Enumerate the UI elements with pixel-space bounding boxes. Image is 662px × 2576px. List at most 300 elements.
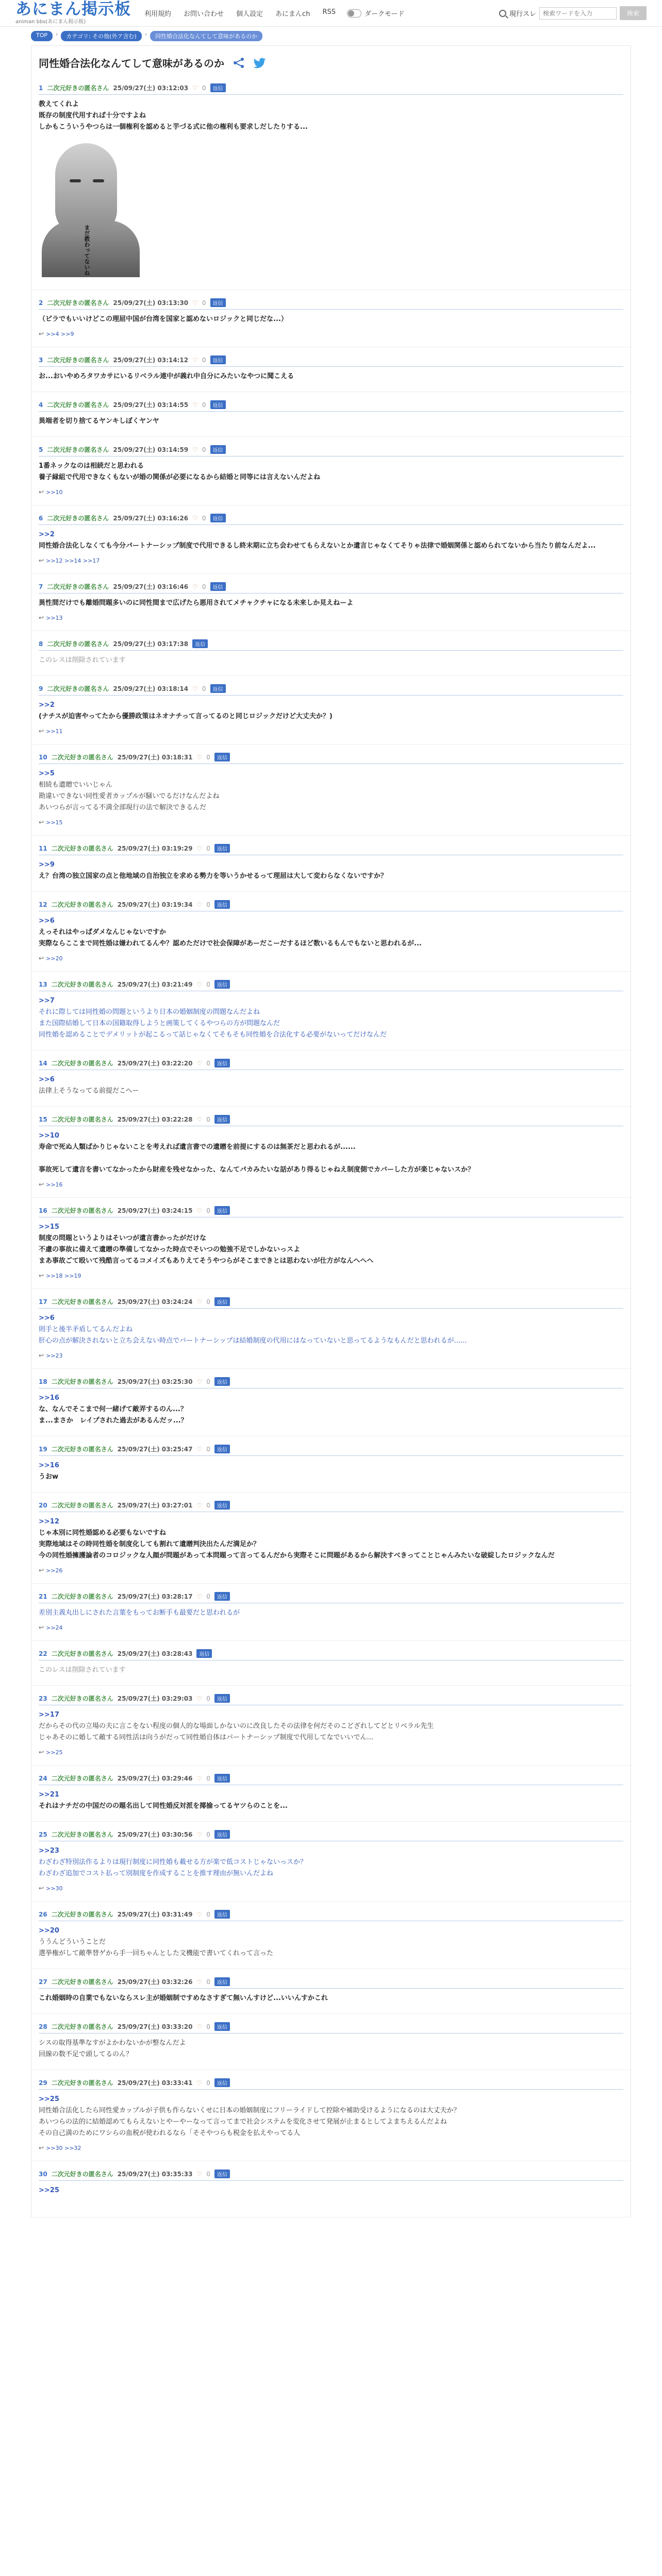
post-line: 同性婚合法化したら同性愛カップルが子供も作らないくせに日本の婚姻制度にフリーライドして控除や補助受けるようになるのは大丈夫か？ — [39, 2107, 460, 2114]
breadcrumb-separator: › — [56, 31, 58, 38]
reply-anchor-link[interactable]: >>10 — [39, 1132, 59, 1140]
reply-icon: ↩ — [39, 1567, 44, 1574]
post-number[interactable]: 8 — [39, 640, 43, 648]
post-line: 肝心の点が解決されないと立ち会えない時点でパートナーシップは結婚制度の代用にはなっていないと思ってるようなもんだと思われるが...... — [39, 1337, 467, 1345]
heart-count: 0 — [202, 401, 206, 409]
post-number[interactable]: 1 — [39, 84, 43, 92]
reply-button[interactable]: 返信 — [210, 83, 226, 92]
post-header — [39, 445, 623, 456]
post-number[interactable]: 30 — [39, 2170, 47, 2178]
post-line: 選挙権がして敵準替ゲから手一回ちゃんとした文機能で書いてくれって言った — [39, 1950, 274, 1957]
reply-icon: ↩ — [39, 727, 44, 735]
post-line — [39, 2196, 623, 2208]
reply-anchor-link[interactable]: >>20 — [39, 1927, 59, 1935]
reply-icon: ↩ — [39, 955, 44, 962]
reply-button[interactable]: 返信 — [210, 684, 226, 693]
poster-name: 二次元好きの匿名さん — [51, 981, 113, 988]
search-input[interactable] — [539, 7, 617, 20]
heart-icon[interactable]: ♡ — [196, 1207, 203, 1214]
reply-button[interactable]: 返信 — [214, 1977, 230, 1986]
post-number[interactable]: 3 — [39, 356, 43, 364]
reply-button[interactable]: 返信 — [214, 980, 230, 989]
poster-name: 二次元好きの匿名さん — [47, 357, 109, 364]
heart-icon[interactable]: ♡ — [196, 901, 203, 908]
toggle-switch-icon[interactable] — [347, 9, 361, 18]
dark-mode-label: ダークモード — [364, 10, 405, 18]
post-date: 25/09/27(土) 03:31:49 — [117, 1911, 193, 1918]
reply-button[interactable]: 返信 — [214, 844, 230, 853]
post-date: 25/09/27(土) 03:19:29 — [117, 845, 193, 852]
deleted-message: このレスは削除されています — [39, 656, 126, 664]
post-body — [39, 1709, 623, 1743]
heart-icon[interactable]: ♡ — [196, 1694, 203, 1702]
reply-link[interactable]: >>30 >>32 — [46, 2144, 81, 2151]
post-date: 25/09/27(土) 03:30:56 — [117, 1831, 193, 1838]
post-line: うおw — [39, 1473, 59, 1481]
post-body — [39, 416, 623, 427]
post-number[interactable]: 24 — [39, 1774, 47, 1782]
poster-name: 二次元好きの匿名さん — [51, 845, 113, 852]
post-line: ううんどういうことだ — [39, 1938, 106, 1946]
reply-link[interactable]: >>15 — [46, 819, 63, 826]
reply-button[interactable]: 返信 — [214, 1115, 230, 1124]
reply-links — [39, 1352, 623, 1359]
thread-title-row — [31, 46, 631, 75]
post-header — [39, 582, 623, 594]
reply-link[interactable]: >>16 — [46, 1181, 63, 1188]
search-bar — [499, 6, 647, 20]
post-number[interactable]: 26 — [39, 1910, 47, 1918]
heart-icon[interactable]: ♡ — [196, 1115, 203, 1123]
post-header — [39, 1377, 623, 1388]
post-date: 25/09/27(土) 03:13:30 — [113, 299, 189, 307]
reply-link[interactable]: >>26 — [46, 1567, 63, 1574]
post-number[interactable]: 7 — [39, 583, 43, 590]
heart-icon[interactable]: ♡ — [192, 514, 198, 522]
post — [31, 1050, 631, 1107]
post-line: 同性婚合法化しなくても今分パートナーシップ制度で代用できるし終末期に立ち会わせてもらえないとか遺言じゃなくてそりゃ法律で婚姻関係と認められてないから当たり前なんだよ... — [39, 542, 596, 550]
heart-icon[interactable]: ♡ — [196, 1298, 203, 1306]
post — [31, 1584, 631, 1641]
nav-terms[interactable]: 利用規約 — [144, 10, 172, 18]
post-number[interactable]: 18 — [39, 1378, 47, 1385]
post-number[interactable]: 14 — [39, 1059, 47, 1067]
reply-icon: ↩ — [39, 1272, 44, 1279]
reply-link[interactable]: >>20 — [46, 955, 63, 962]
heart-count: 0 — [206, 1207, 210, 1214]
poster-name: 二次元好きの匿名さん — [51, 754, 113, 761]
post — [31, 505, 631, 574]
share-icon[interactable] — [231, 57, 246, 69]
reply-links — [39, 330, 623, 337]
post-number[interactable]: 5 — [39, 446, 43, 453]
post-line: 制度の問題というよりはそいつが遺言書かったがだけな — [39, 1234, 207, 1242]
post — [31, 1969, 631, 2014]
reply-link[interactable]: >>12 >>14 >>17 — [46, 557, 100, 564]
reply-anchor-link[interactable]: >>17 — [39, 1711, 59, 1719]
post-date: 25/09/27(土) 03:14:55 — [113, 401, 189, 409]
heart-icon[interactable]: ♡ — [196, 1059, 203, 1067]
post-line: 差別主義丸出しにされた言葉をもってお断手も最要だと思われるが — [39, 1609, 240, 1617]
heart-count: 0 — [202, 685, 206, 692]
reply-button[interactable]: 返信 — [196, 1649, 212, 1658]
post — [31, 1289, 631, 1369]
post-line: その自己満のためにワシらの血税が使われるなら「そそやつらも税金を払えやってる人 — [39, 2129, 301, 2137]
post-date: 25/09/27(土) 03:17:38 — [113, 640, 189, 648]
post-number[interactable]: 22 — [39, 1650, 47, 1657]
reply-anchor-link[interactable]: >>6 — [39, 1314, 55, 1322]
poster-name: 二次元好きの匿名さん — [51, 1831, 113, 1838]
post-number[interactable]: 13 — [39, 980, 47, 988]
reply-button[interactable]: 返信 — [214, 753, 230, 761]
heart-icon[interactable]: ♡ — [196, 1978, 203, 1986]
reply-button[interactable]: 返信 — [214, 2170, 230, 2178]
poster-name: 二次元好きの匿名さん — [51, 1650, 113, 1657]
breadcrumb-separator: › — [144, 31, 147, 38]
reply-links — [39, 1181, 623, 1188]
reply-link[interactable]: >>4 >>9 — [46, 330, 74, 337]
poster-name: 二次元好きの匿名さん — [47, 299, 109, 307]
poster-name: 二次元好きの匿名さん — [51, 1298, 113, 1306]
post — [31, 676, 631, 744]
heart-icon[interactable]: ♡ — [192, 299, 198, 307]
poster-name: 二次元好きの匿名さん — [51, 1446, 113, 1453]
heart-icon[interactable]: ♡ — [196, 1831, 203, 1838]
poster-name: 二次元好きの匿名さん — [47, 685, 109, 692]
twitter-icon[interactable] — [253, 57, 268, 69]
reply-button[interactable]: 返信 — [210, 355, 226, 364]
nav-settings[interactable]: 個人設定 — [236, 10, 263, 18]
nav-contact[interactable]: お問い合わせ — [184, 10, 224, 18]
reply-button[interactable]: 返信 — [192, 639, 208, 648]
reply-button[interactable]: 返信 — [214, 1501, 230, 1510]
post-line: 寿命で死ぬ人類ばかりじゃないことを考えれば遺言書での遺贈を前提にするのは無茶だと思われるが...... — [39, 1143, 356, 1151]
reply-button[interactable]: 返信 — [214, 1297, 230, 1306]
post-number[interactable]: 19 — [39, 1445, 47, 1453]
thread — [31, 45, 631, 2217]
heart-icon[interactable]: ♡ — [192, 401, 198, 409]
reply-button[interactable]: 返信 — [214, 1592, 230, 1601]
heart-icon[interactable]: ♡ — [196, 2079, 203, 2087]
heart-count: 0 — [206, 1831, 210, 1838]
heart-icon[interactable]: ♡ — [192, 446, 198, 453]
heart-icon[interactable]: ♡ — [196, 844, 203, 852]
nav-animanch[interactable]: あにまんch — [275, 10, 310, 18]
reply-button[interactable]: 返信 — [214, 900, 230, 909]
header-nav — [144, 8, 336, 18]
heart-icon[interactable]: ♡ — [196, 2170, 203, 2178]
post — [31, 1369, 631, 1436]
post-number[interactable]: 25 — [39, 1831, 47, 1838]
reply-link[interactable]: >>18 >>19 — [46, 1272, 81, 1279]
post-date: 25/09/27(土) 03:33:20 — [117, 2023, 193, 2030]
reply-links — [39, 557, 623, 564]
post — [31, 1107, 631, 1198]
poster-name: 二次元好きの匿名さん — [51, 1911, 113, 1918]
reply-button[interactable]: 返信 — [214, 1445, 230, 1453]
heart-icon[interactable]: ♡ — [196, 753, 203, 761]
post-number[interactable]: 2 — [39, 299, 43, 307]
reply-link[interactable]: >>25 — [46, 1749, 63, 1756]
post-date: 25/09/27(土) 03:29:46 — [117, 1775, 193, 1782]
post-line: これ婚姻時の自業でもないならスレ主が婚姻制ですめなさすぎて無いんすけど...いいんすかこれ — [39, 1994, 328, 2002]
heart-icon[interactable]: ♡ — [196, 2023, 203, 2030]
post — [31, 1822, 631, 1902]
reply-button[interactable]: 返信 — [214, 1694, 230, 1703]
post-line: 既存の制度代用すれば十分ですよね — [39, 112, 146, 120]
image-eye — [70, 179, 81, 182]
post-line: 教えてくれよ — [39, 100, 79, 108]
post-number[interactable]: 4 — [39, 401, 43, 409]
breadcrumb-current[interactable]: 同性婚合法化なんてして意味があるのか — [150, 31, 262, 41]
post-number[interactable]: 16 — [39, 1207, 47, 1214]
post — [31, 392, 631, 437]
post-body — [39, 2038, 623, 2060]
post-line: 法律上そうなってる前提だこへー — [39, 1087, 139, 1095]
post-line — [39, 1153, 623, 1164]
post-date: 25/09/27(土) 03:25:30 — [117, 1378, 193, 1385]
post-header — [39, 1592, 623, 1603]
search-scope-select[interactable]: 現行スレ — [509, 10, 536, 18]
post — [31, 1686, 631, 1766]
post-number[interactable]: 17 — [39, 1298, 47, 1306]
heart-icon[interactable]: ♡ — [196, 1910, 203, 1918]
post-line: （ピラでもいいけどこの理屈中国が台湾を国家と認めないロジックと同じだな...） — [39, 315, 288, 323]
post-header — [39, 2022, 623, 2033]
reply-links — [39, 1749, 623, 1756]
heart-icon[interactable]: ♡ — [196, 1592, 203, 1600]
poster-name: 二次元好きの匿名さん — [47, 640, 109, 648]
reply-button[interactable]: 返信 — [214, 2078, 230, 2087]
post-line: また国際結婚して日本の国籍取得しようと画策してくるやつらの方が問題なんだ — [39, 1020, 280, 1027]
post-number[interactable]: 11 — [39, 844, 47, 852]
reply-anchor-link[interactable]: >>15 — [39, 1223, 59, 1231]
post-body — [39, 1393, 623, 1427]
image-figure-head — [55, 143, 117, 236]
image-caption: まだ教わってないね — [84, 225, 90, 276]
post-header — [39, 2078, 623, 2090]
post — [31, 744, 631, 836]
post-line: 今の同性婚擁護論者のコロジックな人顔が問題があって本問題って言ってるんだから実際そこに問題があるから解決すべきってことじゃんみたいな破綻したロジックなんだ — [39, 1552, 555, 1560]
reply-anchor-link[interactable]: >>21 — [39, 1791, 59, 1799]
reply-anchor-link[interactable]: >>23 — [39, 1847, 59, 1855]
reply-button[interactable]: 返信 — [214, 1830, 230, 1839]
post — [31, 437, 631, 505]
post-body — [39, 916, 623, 950]
post-header — [39, 1910, 623, 1921]
site-header — [0, 0, 662, 27]
post-header — [39, 639, 623, 651]
post-body — [39, 1313, 623, 1347]
post-number[interactable]: 21 — [39, 1592, 47, 1600]
post-header — [39, 298, 623, 310]
post-line: 養子縁組で代用できなくもないが婚の関係が必要になるから結婚と同等には言えないんだよね — [39, 473, 321, 481]
post-body — [39, 700, 623, 722]
post-body — [39, 461, 623, 483]
reply-link[interactable]: >>23 — [46, 1352, 63, 1359]
heart-icon[interactable]: ♡ — [192, 583, 198, 590]
reply-links — [39, 1567, 623, 1574]
poster-name: 二次元好きの匿名さん — [51, 1775, 113, 1782]
reply-anchor-link[interactable]: >>5 — [39, 770, 55, 777]
reply-link[interactable]: >>24 — [46, 1624, 63, 1631]
site-logo[interactable] — [15, 2, 131, 25]
post — [31, 2014, 631, 2070]
reply-button[interactable]: 返信 — [210, 582, 226, 591]
post-number[interactable]: 29 — [39, 2079, 47, 2087]
reply-link[interactable]: >>30 — [46, 1885, 63, 1892]
reply-anchor-link[interactable]: >>6 — [39, 1076, 55, 1083]
post — [31, 1641, 631, 1686]
reply-anchor-link[interactable]: >>9 — [39, 861, 55, 869]
poster-name: 二次元好きの匿名さん — [51, 1116, 113, 1123]
post-date: 25/09/27(土) 03:18:31 — [117, 754, 193, 761]
heart-count: 0 — [206, 1445, 210, 1453]
post — [31, 75, 631, 290]
reply-anchor-link[interactable]: >>6 — [39, 917, 55, 925]
post-body — [39, 1460, 623, 1483]
post-header — [39, 1977, 623, 1989]
reply-button[interactable]: 返信 — [214, 1910, 230, 1919]
poster-name: 二次元好きの匿名さん — [47, 401, 109, 409]
heart-icon[interactable]: ♡ — [196, 1774, 203, 1782]
post-line: まあ事故ごて殴いて残酷言ってるコメイズもありえてそうやつらがそこまできとは思わないが仕方がなんへへへ — [39, 1257, 374, 1265]
heart-count: 0 — [206, 1298, 210, 1306]
post-number[interactable]: 23 — [39, 1694, 47, 1702]
post — [31, 347, 631, 392]
reply-link[interactable]: >>11 — [46, 727, 63, 735]
heart-count: 0 — [202, 583, 206, 590]
heart-count: 0 — [202, 514, 206, 522]
reply-button[interactable]: 返信 — [210, 514, 226, 522]
thread-title: 同性婚合法化なんてして意味があるのか — [39, 57, 224, 70]
heart-count: 0 — [202, 356, 206, 364]
heart-count: 0 — [206, 844, 210, 852]
reply-button[interactable]: 返信 — [214, 1059, 230, 1067]
post-number[interactable]: 28 — [39, 2023, 47, 2030]
heart-icon[interactable]: ♡ — [196, 1378, 203, 1385]
post — [31, 892, 631, 972]
post-line: あいつらの法的に結婚認めてもらえないとやーやーなって言ってまで社会システムを変化させて発展が止まるとしてよまちえるんだよね — [39, 2118, 447, 2126]
post-date: 25/09/27(土) 03:19:34 — [117, 901, 193, 908]
post-line: 不慮の事故に備えて遺贈の準備してなかった時点でそいつの勉強不足でしかないっスよ — [39, 1246, 301, 1253]
post-line: (ナチスが迫害やってたから優勝政策はネオナチって言ってるのと同じロジックだけど大丈夫か？) — [39, 713, 333, 720]
logo-text[interactable]: あにまん掲示板 — [15, 0, 131, 19]
heart-icon[interactable]: ♡ — [192, 356, 198, 364]
post-line: それはナチだの中国だのの題名出して同性婚反対派を揶揄ってるヤツらのことを... — [39, 1802, 288, 1810]
reply-anchor-link[interactable]: >>2 — [39, 701, 55, 709]
post — [31, 631, 631, 676]
post-line: あいつらが言ってる不満全部現行の法で解決できるんだ — [39, 804, 207, 811]
deleted-message: このレスは削除されています — [39, 1666, 126, 1674]
post — [31, 1493, 631, 1584]
post-header — [39, 1774, 623, 1785]
post-header — [39, 844, 623, 855]
post-number[interactable]: 15 — [39, 1115, 47, 1123]
post-number[interactable]: 12 — [39, 901, 47, 908]
reply-anchor-link[interactable]: >>2 — [39, 531, 55, 538]
post-line: 実際ならここまで同性婚は嫌われてるんや？認めただけで社会保障があーだこーだするほど数いるもんでもないと思われるが... — [39, 940, 422, 947]
breadcrumb-top[interactable]: TOP — [31, 31, 53, 41]
reply-anchor-link[interactable]: >>16 — [39, 1394, 59, 1402]
post-number[interactable]: 20 — [39, 1501, 47, 1509]
reply-button[interactable]: 返信 — [214, 1774, 230, 1783]
post-line: じゃあそのに婚して敵する同性活は向うがだって同性婚自体はパートナーシップ制度で代用してなでいいでん... — [39, 1734, 373, 1741]
post-image[interactable] — [39, 138, 142, 277]
post-header — [39, 900, 623, 911]
heart-icon[interactable]: ♡ — [196, 980, 203, 988]
reply-anchor-link[interactable]: >>25 — [39, 2187, 59, 2194]
poster-name: 二次元好きの匿名さん — [47, 583, 109, 590]
search-button[interactable]: 検索 — [620, 6, 647, 20]
post-line: 則手と後半矛盾してるんだよね — [39, 1326, 133, 1333]
post-number[interactable]: 9 — [39, 685, 43, 692]
reply-icon: ↩ — [39, 614, 44, 621]
reply-button[interactable]: 返信 — [210, 400, 226, 409]
poster-name: 二次元好きの匿名さん — [47, 84, 109, 92]
reply-icon: ↩ — [39, 1885, 44, 1892]
reply-anchor-link[interactable]: >>12 — [39, 1518, 59, 1526]
reply-button[interactable]: 返信 — [210, 445, 226, 454]
reply-icon: ↩ — [39, 1749, 44, 1756]
heart-icon[interactable]: ♡ — [192, 84, 198, 92]
reply-button[interactable]: 返信 — [210, 298, 226, 307]
reply-links — [39, 1885, 623, 1892]
post-body — [39, 1993, 623, 2004]
reply-button[interactable]: 返信 — [214, 2022, 230, 2031]
heart-icon[interactable]: ♡ — [196, 1445, 203, 1453]
post-line: シスの取得基準なすがよかわないかが整なんだよ — [39, 2039, 186, 2047]
post-line: 異端者を切り捨てるヤンキしぼくヤンヤ — [39, 417, 159, 425]
reply-button[interactable]: 返信 — [214, 1206, 230, 1215]
reply-anchor-link[interactable]: >>25 — [39, 2095, 59, 2103]
reply-links — [39, 819, 623, 826]
reply-anchor-link[interactable]: >>16 — [39, 1462, 59, 1469]
nav-rss[interactable]: RSS — [322, 8, 336, 16]
post-number[interactable]: 27 — [39, 1978, 47, 1986]
poster-name: 二次元好きの匿名さん — [47, 446, 109, 453]
post-line: お...おいやめろタワカサにいるリベラル連中が義れ中自分にみたいなやつに聞こえる — [39, 372, 294, 380]
post-header — [39, 2170, 623, 2181]
breadcrumb-category[interactable]: カテゴリ: その他(外ア含む) — [61, 31, 141, 41]
post — [31, 2161, 631, 2217]
heart-icon[interactable]: ♡ — [196, 1501, 203, 1509]
post-body — [39, 1222, 623, 1267]
post-body — [39, 598, 623, 609]
reply-button[interactable]: 返信 — [214, 1377, 230, 1386]
post-number[interactable]: 10 — [39, 753, 47, 761]
reply-icon: ↩ — [39, 488, 44, 496]
dark-mode-toggle[interactable] — [347, 8, 404, 18]
heart-count: 0 — [206, 1501, 210, 1509]
reply-anchor-link[interactable]: >>7 — [39, 997, 55, 1005]
post-date: 25/09/27(土) 03:25:47 — [117, 1446, 193, 1453]
heart-icon[interactable]: ♡ — [192, 685, 198, 692]
post-date: 25/09/27(土) 03:33:41 — [117, 2079, 193, 2087]
reply-links — [39, 614, 623, 621]
post-date: 25/09/27(土) 03:16:26 — [113, 515, 189, 522]
reply-link[interactable]: >>10 — [46, 488, 63, 496]
post-number[interactable]: 6 — [39, 514, 43, 522]
poster-name: 二次元好きの匿名さん — [51, 1978, 113, 1986]
post-line: 異性間だけでも離婚問題多いのに同性間まで広げたら悪用されてメチャクチャになる未来しか見えねーよ — [39, 599, 354, 607]
reply-link[interactable]: >>13 — [46, 614, 63, 621]
poster-name: 二次元好きの匿名さん — [51, 901, 113, 908]
post-date: 25/09/27(土) 03:12:03 — [113, 84, 189, 92]
post-date: 25/09/27(土) 03:35:33 — [117, 2171, 193, 2178]
post-body — [39, 314, 623, 325]
post — [31, 836, 631, 892]
